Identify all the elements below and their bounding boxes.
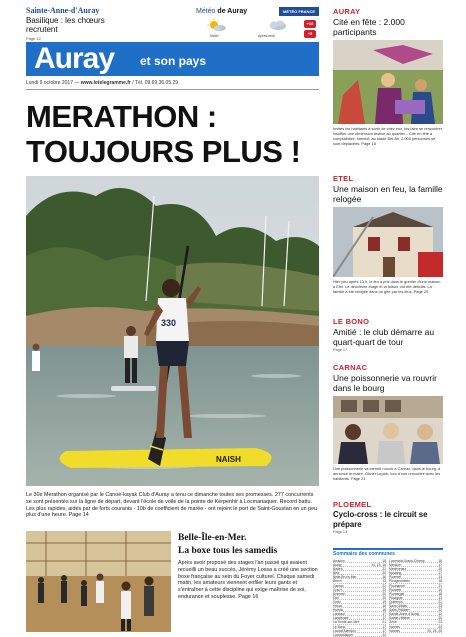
brief-title: Une poissonnerie va rouvrir dans le bourg [333,373,437,393]
brief-text [333,279,443,294]
sommaire-page-number: 23 [438,604,442,609]
masthead [26,42,319,76]
brief-etel[interactable] [333,174,443,294]
bottom-story-page: Page 16 [238,593,259,600]
caption-text: Le 30e Merathon organisé par le Canoë-kayak Club d'Auray a tenu ce dimanche toutes ses promesses. 277 concurrents se sont présentés sur la ligne de départ, devant l'école de voile de la pointe de Kerpenhir à Locmariaquer. Record battu. Les plus rapides, aidés par de forts courants - 10b de coefficient de marée - ont rejoint le port de Saint-Goustan en un peu plus d'une heure. [26,492,318,519]
sommaire-commune: Vannes [389,628,400,633]
sommaire-page-number: 13 [438,575,442,580]
sommaire-page-number: 19 [382,599,386,604]
sommaire-commune: Houat [333,604,342,609]
main-headline [26,99,319,169]
bottom-story-body: Après avoir proposé des stages l'an passé qui avaient recueilli un beau succès, Jérémy Lossa a créé une section boxe française au sein du Foyer culturel. Chaque samedi matin, les amateurs viennent enfiler leurs gants et s'entraîner à cette discipline qui exige maîtrise de soi, endurance et souplesse. [178,560,318,600]
sommaire-commune: Landévant [333,616,349,621]
sommaire-commune: Pluvigner [389,595,403,600]
sommaire-page-number: 23 [438,620,442,625]
sommaire-commune: Locmaria-Grand-Champ [389,559,425,563]
sommaire-commune: Etel [333,595,339,600]
headline-line-2: TOUJOURS PLUS ! [26,134,301,169]
bottom-story-text [178,560,319,601]
sommaire-commune: Sainte-Hélène [389,616,410,621]
meteo-word: Météo [196,8,216,15]
boxing-gym-photo [26,531,171,632]
sommaire-commune: Plougoumelen [389,579,411,584]
meteo-afternoon-caption: Après-midi [258,34,275,38]
sommaire-commune: Mendon [389,563,401,568]
meteo-label [196,8,247,15]
sommaire-commune: Belle-Île-en-Mer [333,575,357,580]
bottom-story-title[interactable]: La boxe tous les samedis [178,546,278,556]
sommaire-title: Sommaire des communes [333,551,395,557]
sommaire-commune: Le Bono [333,624,346,629]
sommaire-commune: Arradon [333,559,345,563]
sommaire-commune: Plouharnel [389,583,405,588]
sommaire-page-number: 17 [438,563,442,568]
masthead-title: Auray [34,42,115,75]
dateline: Lundi 9 octobre 2017 — www.letelegramme.fr / Tél. 09.69.36.05.29 [26,80,319,90]
brief-carnac[interactable] [333,363,443,481]
fete-photo [333,40,443,124]
sommaire-page-number: 20 [382,591,386,596]
teaser-kicker: Sainte-Anne-d'Auray [26,6,100,15]
teaser-title[interactable]: Basilique : les chœurs recrutent [26,16,105,34]
brief-title: Une maison en feu, la famille relogée [333,184,443,204]
sommaire-page-number: 16 [382,608,386,613]
brief-kicker: LE BONO [333,317,370,326]
sommaire-page-number: 22 [382,632,386,637]
sun-cloud-icon [206,18,228,32]
brief-page: Page 17 [333,348,348,352]
brief-title: Cité en fête : 2.000 participants [333,17,405,37]
sommaire-page-number: 14, 15, 16 [371,563,386,568]
sommaire-commune: Auray [333,563,342,568]
sommaire-page-number: 22 [382,567,386,572]
sommaire-page-number: 17 [382,612,386,617]
sommaire-page-number: 13 [382,579,386,584]
sommaire-communes [333,548,443,637]
temperature-tag: +16 [304,20,316,28]
sommaire-page-number: 20 [438,616,442,621]
sommaire-page-number: 21 [382,620,386,625]
headline-line-1: MERATHON : [26,99,217,134]
sommaire-commune: Erdeven [333,591,346,596]
sommaire-page-number: 17 [382,628,386,633]
sommaire-commune: Carnac [333,583,344,588]
sommaire-column [389,559,442,637]
meteo-france-badge: MÉTÉO FRANCE [279,7,319,16]
sommaire-commune: Hoëdic [333,608,344,613]
sommaire-page-number: 20 [382,571,386,576]
brief-kicker: CARNAC [333,363,368,372]
brief-body: Invités les habitants à sortir de chez eux, les faire se rencontrer, insuffler une dimension festive au quartier... Cité en fête a comptabilisé, samedi, au stade Bel-Air, 2.000 personnes se sont déplacées. [333,126,443,146]
sommaire-commune: Merlevenez [389,567,407,572]
sommaire-commune: Belz [333,571,340,576]
sommaire-commune: Vannes [389,624,400,629]
brief-text [333,466,443,481]
sommaire-page-number: 18 [438,559,442,563]
sommaire-page-number: 16 [382,604,386,609]
temperature-tag: +5 [304,30,316,38]
sommaire-page-number: 23 [438,624,442,629]
dateline-date: Lundi 9 octobre 2017 [26,80,73,86]
sommaire-page-number: 17 [382,616,386,621]
sommaire-page-number: 17 [382,624,386,629]
sommaire-commune: Baden [333,567,343,572]
sommaire-page-number: 17 [438,571,442,576]
sommaire-page-number: 18 [438,579,442,584]
dateline-site[interactable]: www.letelegramme.fr [80,80,131,86]
sommaire-page-number: 15 [438,587,442,592]
sommaire-page-number: 21 [382,583,386,588]
sommaire-commune: Saint-Philibert [389,608,410,613]
sommaire-commune: Ploemel [389,575,401,580]
brief-page: Page 20 [413,289,429,294]
sommaire-page-number: 21 [438,583,442,588]
sommaire-commune: Séné [389,620,397,625]
sommaire-page-number: 16 [382,575,386,580]
brief-title: Amitié : le club démarre au quart-quart de tour [333,327,435,347]
sommaire-commune: Quiberon [389,599,403,604]
top-strip [26,6,319,42]
brief-page: Page 21 [350,476,366,481]
brief-ploemel[interactable] [333,500,443,534]
sommaire-page-number: 20 [382,595,386,600]
brief-page: Page 13 [333,530,348,534]
meteo-morning-caption: Matin [210,34,219,38]
masthead-subtitle: et son pays [140,54,207,68]
sommaire-page-number: 18 [438,591,442,596]
brief-text [333,126,443,146]
sommaire-commune: Sainte-Anne-d'Auray [389,612,420,617]
brief-body: Hier peu après 13 h, le feu a pris dans le grenier d'une maison à Etel. Le deuxième étage et la toiture ont été détruits. La famille a été relogée dans un gîte par les élus. [333,279,441,294]
sommaire-page-number: 21 [438,599,442,604]
sommaire-page-number: 20, 24, 25 [427,628,442,633]
sommaire-commune: Saint-Gildas [389,604,407,609]
caption-page: Page 14 [68,512,89,519]
sommaire-commune: Nostang [389,571,402,576]
brief-kicker: PLOEMEL [333,500,372,509]
brief-auray[interactable] [333,7,443,146]
sommaire-row[interactable] [333,633,386,637]
sommaire-page-number: 12 [438,612,442,617]
svg-text:NAISH: NAISH [216,455,241,464]
cloud-icon [266,18,288,32]
svg-text:330: 330 [161,318,177,328]
temperature-tags [304,20,318,40]
sommaire-commune: Plumergat [389,591,405,596]
brief-kicker: ETEL [333,174,354,183]
sommaire-commune: Locoal-Mendon [333,628,356,633]
main-photo-paddleboarder [26,176,319,486]
brief-body: Une poissonnerie va bientôt rouvrir à Carnac, dans le bourg, à annoncé le maire, Olivier Lepick, lors d'une rencontre avec les habitants. [333,466,441,481]
brief-le-bono[interactable] [333,317,443,352]
sommaire-page-number: 18 [382,559,386,563]
brief-kicker: AURAY [333,7,361,16]
sommaire-page-number: 13 [438,595,442,600]
house-fire-photo [333,207,443,277]
sommaire-commune: Landaul [333,612,345,617]
sommaire-page-number: 22 [382,587,386,592]
sommaire-page-number: 22 [438,608,442,613]
sommaire-commune: Groix [333,599,341,604]
sommaire-commune: La Trinité-sur-Mer [333,620,360,625]
bottom-story-kicker: Belle-Île-en-Mer. [178,533,247,543]
sommaire-commune: Pluneret [389,587,402,592]
meteo-place: de Auray [217,8,248,15]
sommaire-row[interactable] [389,629,442,633]
main-photo-caption [26,492,319,519]
sommaire-commune: Crac'h [333,587,343,592]
poissonnerie-photo [333,396,443,464]
sommaire-page-number: 20 [438,567,442,572]
brief-page: Page 15 [361,141,376,146]
brief-title: Cyclo-cross : le circuit se prépare [333,510,428,529]
teaser-page: Page 12 [26,36,41,41]
sommaire-grid [333,559,443,637]
sommaire-commune: Brech [333,579,342,584]
sommaire-column [333,559,386,637]
dateline-tel: / Tél. 09.69.36.05.29 [132,80,179,86]
sommaire-commune: Locmariaquer [333,632,354,637]
